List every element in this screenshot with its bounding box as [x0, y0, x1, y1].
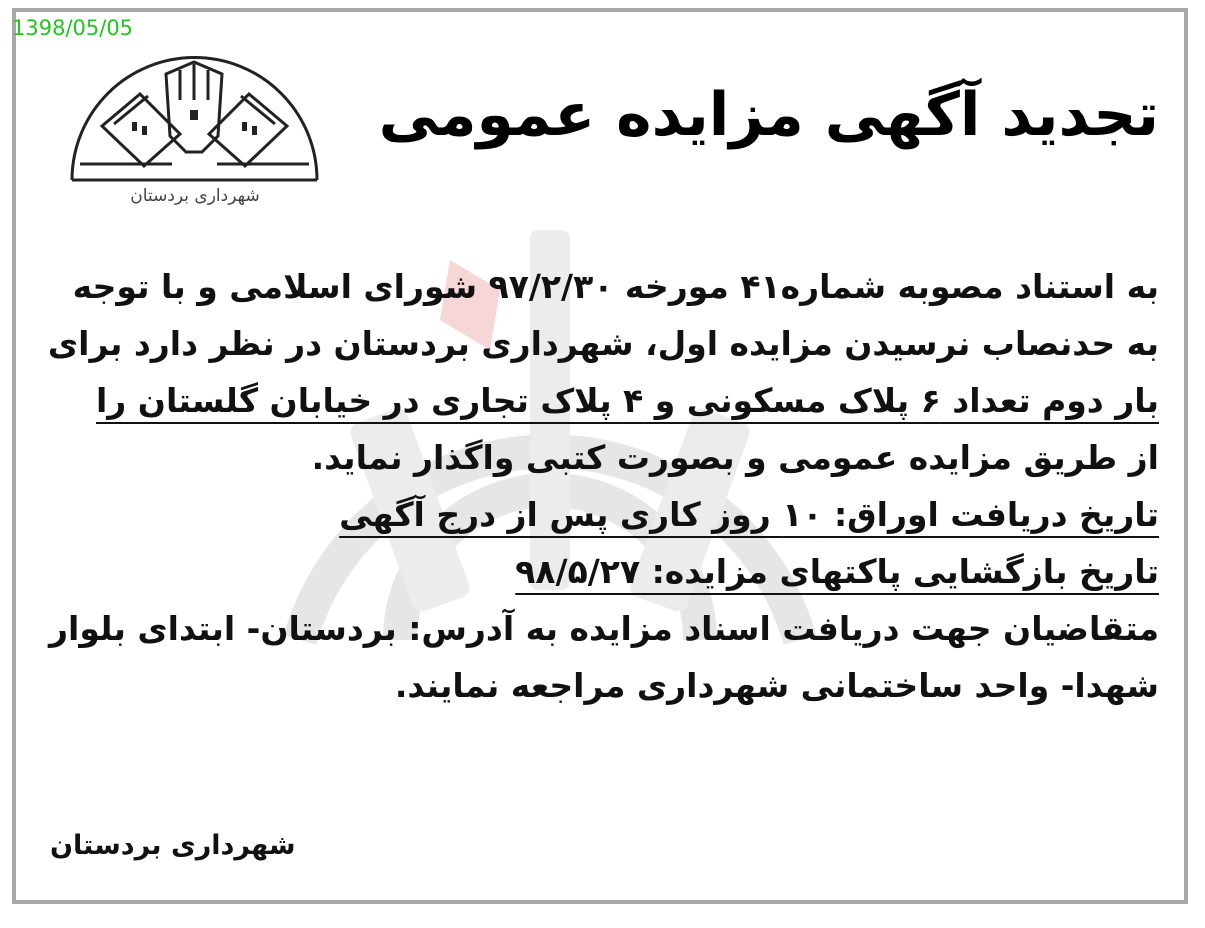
- body-line-6: تاریخ بازگشایی پاکتهای مزایده: ۹۸/۵/۲۷: [515, 552, 1159, 591]
- body-line-4: از طریق مزایده عمومی و بصورت کتبی واگذار نماید.: [311, 438, 1159, 477]
- body-line-5: تاریخ دریافت اوراق: ۱۰ روز کاری پس از درج آگهی: [339, 495, 1159, 534]
- notice-body: [47, 258, 1159, 714]
- notice-title: تجدید آگهی مزایده عمومی: [378, 80, 1159, 150]
- body-line-2: به حدنصاب نرسیدن مزایده اول، شهرداری بردستان در نظر دارد برای: [47, 324, 1159, 363]
- body-line-7: متقاضیان جهت دریافت اسناد مزایده به آدرس: بردستان- ابتدای بلوار: [49, 609, 1159, 648]
- body-line-1: به استناد مصوبه شماره۴۱ مورخه ۹۷/۲/۳۰ شورای اسلامی و با توجه: [72, 267, 1159, 306]
- body-line-3: بار دوم تعداد ۶ پلاک مسکونی و ۴ پلاک تجاری در خیابان گلستان را: [96, 381, 1159, 420]
- logo-caption: شهرداری بردستان: [130, 186, 260, 206]
- municipality-emblem-icon: [62, 40, 327, 240]
- body-line-8: شهدا- واحد ساختمانی شهرداری مراجعه نمایند.: [394, 666, 1159, 705]
- date-stamp: 1398/05/05: [12, 16, 134, 40]
- signature: شهرداری بردستان: [50, 830, 296, 861]
